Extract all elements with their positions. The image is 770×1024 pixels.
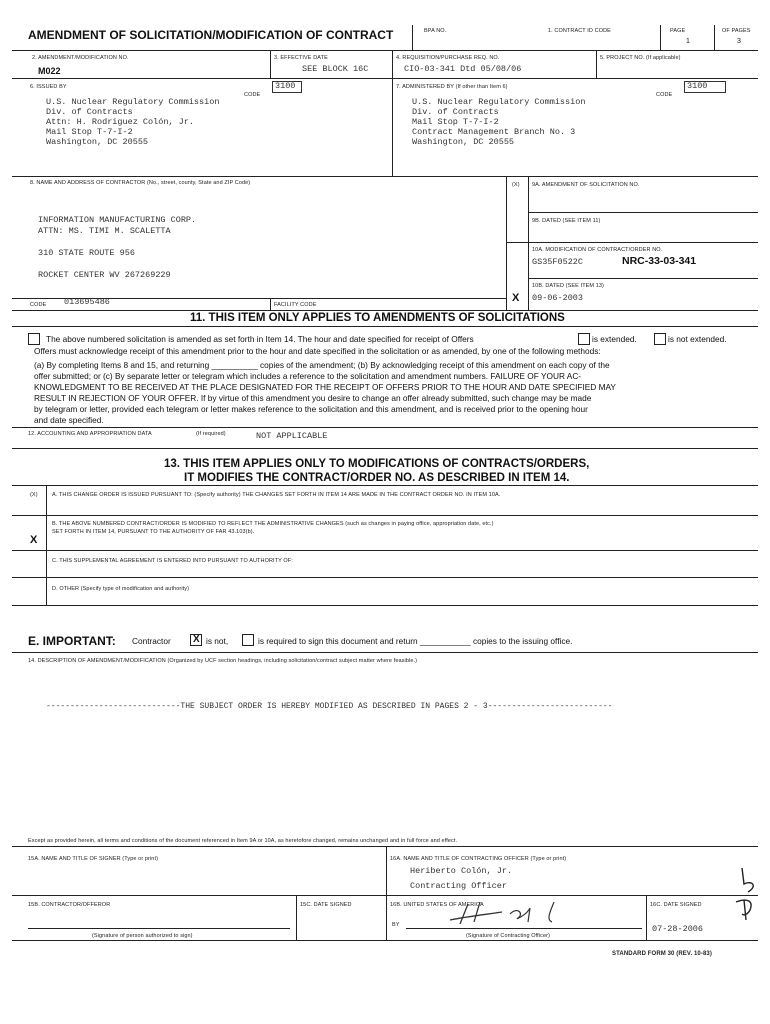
- item11-text: offer submitted; or (c) By separate letter or telegram which includes a reference to the solicitation and amendment numbers. FAILURE OF YOUR AC-: [34, 371, 582, 381]
- officer-signature-mark: [440, 898, 580, 928]
- item11-text: (a) By completing Items 8 and 15, and returning __________ copies of the amendment; (b) By acknowledging receipt of this amendment on each copy of the: [34, 360, 610, 370]
- block7-code: 3100: [684, 81, 726, 93]
- block16a-label: 16A. NAME AND TITLE OF CONTRACTING OFFICER (Type or print): [390, 856, 567, 862]
- block10-check-mark: X: [512, 292, 520, 304]
- block10a-label: 10A. MODIFICATION OF CONTRACT/ORDER NO.: [532, 247, 663, 253]
- item11-text: RESULT IN REJECTION OF YOUR OFFER. If by virtue of this amendment you desire to change an offer already submitted, such change may be made: [34, 393, 592, 403]
- item14-label: 14. DESCRIPTION OF AMENDMENT/MODIFICATION (Organized by UCF section headings, including solicitation/contract subject matter where feasible.): [28, 658, 418, 664]
- block10b-label: 10B. DATED (SEE ITEM 13): [532, 283, 604, 289]
- block7-code-label: CODE: [656, 92, 673, 98]
- block15a-label: 15A. NAME AND TITLE OF SIGNER (Type or print): [28, 856, 159, 862]
- modification-date: 09-06-2003: [532, 293, 584, 303]
- contractor-line: ROCKET CENTER WV 267269229: [38, 270, 171, 280]
- item11-text: and date specified.: [34, 415, 104, 425]
- item13-b-check-mark: X: [30, 534, 38, 546]
- item14-description: ----------------------------THE SUBJECT ORDER IS HEREBY MODIFIED AS DESCRIBED IN PAGES 2 - 3--------------------------: [46, 702, 613, 711]
- block16c-label: 16C. DATE SIGNED: [650, 902, 702, 908]
- block6-line: Div. of Contracts: [46, 107, 133, 117]
- important-is-required-checkbox[interactable]: [242, 634, 254, 646]
- of-pages-label: OF PAGES: [722, 28, 751, 34]
- standard-form-label: STANDARD FORM 30 (REV. 10-83): [612, 951, 712, 957]
- requisition-number: CIO-03-341 Dtd 05/08/06: [404, 64, 522, 74]
- not-extended-checkbox[interactable]: [654, 333, 666, 345]
- block7-line: Washington, DC 20555: [412, 137, 515, 147]
- important-contractor: Contractor: [132, 636, 171, 646]
- contracting-officer-title: Contracting Officer: [410, 881, 507, 891]
- nrc-contract-number: NRC-33-03-341: [622, 255, 697, 267]
- important-is-not: is not,: [206, 636, 229, 646]
- item11-line1: The above numbered solicitation is amended as set forth in Item 14. The hour and date specified for receipt of Offers: [46, 334, 474, 344]
- block7-line: Contract Management Branch No. 3: [412, 127, 576, 137]
- contracting-officer-name: Heriberto Colón, Jr.: [410, 866, 513, 876]
- item11-heading: 11. THIS ITEM ONLY APPLIES TO AMENDMENTS OF SOLICITATIONS: [190, 312, 565, 324]
- effective-date: SEE BLOCK 16C: [302, 64, 369, 74]
- item13-option-c: C. THIS SUPPLEMENTAL AGREEMENT IS ENTERED INTO PURSUANT TO AUTHORITY OF:: [52, 558, 293, 564]
- block6-line: Attn: H. Rodriguez Colón, Jr.: [46, 117, 194, 127]
- contractor-line: ATTN: MS. TIMI M. SCALETTA: [38, 226, 171, 236]
- block5-label: 5. PROJECT NO. (If applicable): [600, 55, 681, 61]
- item13-heading-2: IT MODIFIES THE CONTRACT/ORDER NO. AS DESCRIBED IN ITEM 14.: [184, 472, 570, 484]
- facility-code-label: FACILITY CODE: [274, 302, 317, 308]
- item13-option-b-authority: SET FORTH IN ITEM 14, PURSUANT TO THE AUTHORITY OF FAR 43.103(b).: [52, 529, 255, 535]
- block7-line: Div. of Contracts: [412, 107, 499, 117]
- item11-text: Offers must acknowledge receipt of this amendment prior to the hour and date specified in the solicitation or as amended, by one of the following methods:: [34, 346, 601, 356]
- block15b-signature-label: (Signature of person authorized to sign): [92, 933, 193, 939]
- item12-label: 12. ACCOUNTING AND APPROPRIATION DATA: [28, 431, 152, 437]
- block4-label: 4. REQUISITION/PURCHASE REQ. NO.: [396, 55, 500, 61]
- not-extended-label: is not extended.: [668, 334, 727, 344]
- block6-label: 6. ISSUED BY: [30, 84, 67, 90]
- contractor-line: INFORMATION MANUFACTURING CORP.: [38, 215, 197, 225]
- item13-x-label: (X): [30, 492, 38, 498]
- extended-checkbox[interactable]: [578, 333, 590, 345]
- important-check-mark: X: [193, 634, 200, 645]
- item13-option-d: D. OTHER (Specify type of modification and authority): [52, 586, 190, 592]
- block8-label: 8. NAME AND ADDRESS OF CONTRACTOR (No., street, county, State and ZIP Code): [30, 180, 251, 186]
- except-clause: Except as provided herein, all terms and conditions of the document referenced in Item 9A or 10A, as heretofore changed, remains unchanged and in full force and effect.: [28, 838, 458, 844]
- of-pages-number: 3: [737, 38, 741, 45]
- page-number: 1: [686, 38, 690, 45]
- block6-code: 3100: [272, 81, 302, 93]
- important-is-required: is required to sign this document and return ___________ copies to the issuing office.: [258, 636, 573, 646]
- form-title: AMENDMENT OF SOLICITATION/MODIFICATION OF CONTRACT: [28, 28, 394, 42]
- contractor-line: 310 STATE ROUTE 956: [38, 248, 135, 258]
- block7-line: Mail Stop T-7-I-2: [412, 117, 499, 127]
- item13-heading-1: 13. THIS ITEM APPLIES ONLY TO MODIFICATIONS OF CONTRACTS/ORDERS,: [164, 458, 590, 470]
- accounting-data: NOT APPLICABLE: [256, 431, 328, 441]
- officer-date-signed: 07-28-2006: [652, 924, 704, 934]
- contractor-code-label: CODE: [30, 302, 47, 308]
- contract-id-label: 1. CONTRACT ID CODE: [548, 28, 611, 34]
- item11-checkbox[interactable]: [28, 333, 40, 345]
- bpa-label: BPA NO.: [424, 28, 447, 34]
- block2-label: 2. AMENDMENT/MODIFICATION NO.: [32, 55, 129, 61]
- block7-line: U.S. Nuclear Regulatory Commission: [412, 97, 586, 107]
- item12-required: (If required): [196, 431, 226, 437]
- extended-label: is extended.: [592, 334, 637, 344]
- block16b-signature-label: (Signature of Contracting Officer): [466, 933, 551, 939]
- item11-text: by telegram or letter, provided each telegram or letter makes reference to the solicitation and this amendment, and is received prior to the opening hour: [34, 404, 588, 414]
- initials-mark: [732, 864, 764, 922]
- block3-label: 3. EFFECTIVE DATE: [274, 55, 328, 61]
- page-label: PAGE: [670, 28, 686, 34]
- contractor-code: 013695486: [64, 297, 110, 307]
- modification-contract-number: GS35F0522C: [532, 257, 584, 267]
- important-label: E. IMPORTANT:: [28, 634, 116, 648]
- block6-line: U.S. Nuclear Regulatory Commission: [46, 97, 220, 107]
- block6-line: Mail Stop T-7-I-2: [46, 127, 133, 137]
- block16b-label: 16B. UNITED STATES OF AMERICA: [390, 902, 484, 908]
- block16b-by: BY: [392, 922, 400, 928]
- block6-line: Washington, DC 20555: [46, 137, 149, 147]
- amendment-number: M022: [38, 66, 61, 76]
- item11-text: KNOWLEDGMENT TO BE RECEIVED AT THE PLACE DESIGNATED FOR THE RECEIPT OF OFFERS PRIOR TO THE HOUR AND DATE SPECIFIED MAY: [34, 382, 616, 392]
- block15c-label: 15C. DATE SIGNED: [300, 902, 352, 908]
- block9b-label: 9B. DATED (SEE ITEM 11): [532, 218, 601, 224]
- item13-option-a: A. THIS CHANGE ORDER IS ISSUED PURSUANT TO: (Specify authority) THE CHANGES SET FORTH IN ITEM 14 ARE MADE IN THE CONTRACT ORDER NO. IN ITEM 10A.: [52, 492, 501, 498]
- block15b-label: 15B. CONTRACTOR/OFFEROR: [28, 902, 111, 908]
- block7-label: 7. ADMINISTERED BY (If other than Item 6): [396, 84, 508, 90]
- item13-option-b: B. THE ABOVE NUMBERED CONTRACT/ORDER IS MODIFIED TO REFLECT THE ADMINISTRATIVE CHANGES (such as changes in paying office, appropriation date, etc.): [52, 521, 494, 527]
- block9-x-label: (X): [512, 182, 520, 188]
- block6-code-label: CODE: [244, 92, 261, 98]
- block9a-label: 9A. AMENDMENT OF SOLICITATION NO.: [532, 182, 640, 188]
